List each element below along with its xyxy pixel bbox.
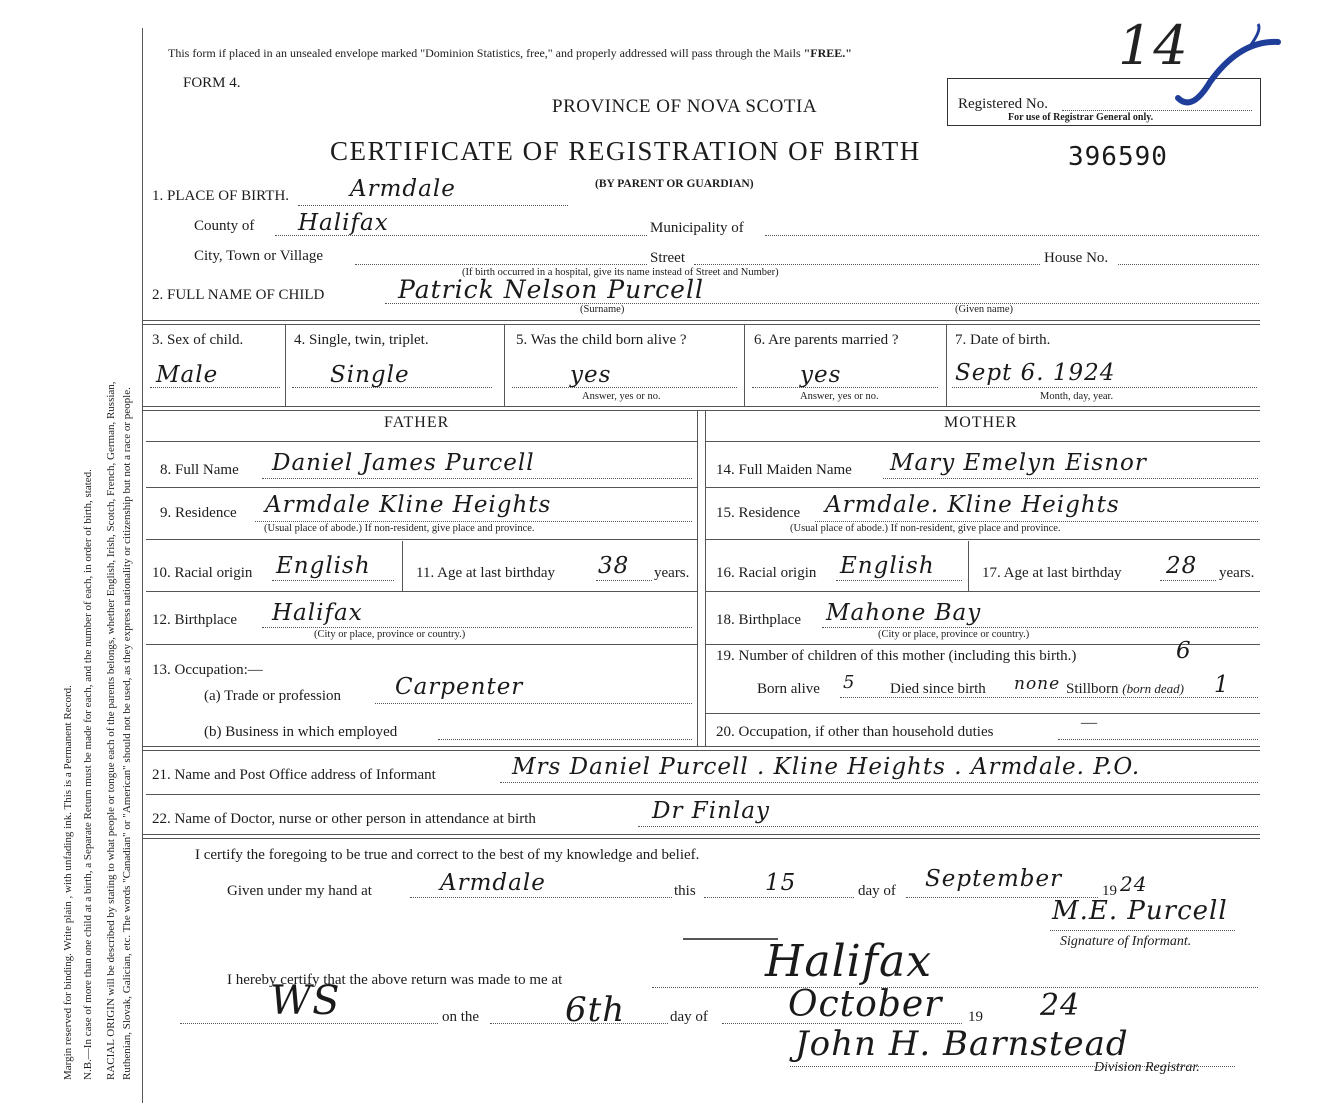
children-line [840, 697, 1258, 698]
sex-line [150, 387, 280, 388]
col-divider-c [744, 325, 745, 407]
division-registrar-label: Division Registrar. [1094, 1060, 1200, 1075]
mother-years-label: years. [1219, 565, 1255, 581]
mother-abode-note: (Usual place of abode.) If non-resident, give place and province. [790, 523, 1061, 534]
mother-occupation-label: 20. Occupation, if other than household duties [716, 724, 994, 740]
father-business-label: (b) Business in which employed [204, 724, 398, 740]
mother-place-note: (City or place, province or country.) [878, 629, 1030, 640]
father-rule-2 [146, 539, 697, 540]
mother-birthplace-value: Mahone Bay [826, 600, 982, 626]
signature-of-informant-label: Signature of Informant. [1060, 934, 1192, 949]
father-trade-line [375, 703, 692, 704]
given-name-note: (Given name) [955, 304, 1014, 315]
father-business-line [438, 739, 692, 740]
alive-line [512, 387, 737, 388]
registrar-day-value: 6th [565, 990, 626, 1030]
day-value: 15 [765, 870, 797, 896]
given-label: Given under my hand at [227, 883, 372, 899]
dob-note: Month, day, year. [1040, 391, 1114, 402]
on-the-label: on the [442, 1009, 480, 1025]
plurality-line [292, 387, 492, 388]
hospital-note: (If birth occurred in a hospital, give its name instead of Street and Number) [462, 267, 779, 278]
alive-label: 5. Was the child born alive ? [516, 332, 687, 348]
stillborn-value: 1 [1214, 672, 1230, 698]
col-divider-a [285, 325, 286, 407]
mother-racial-divider [968, 541, 969, 591]
mother-name-line [883, 478, 1258, 479]
father-racial-value: English [276, 553, 371, 579]
father-age-value: 38 [598, 553, 630, 579]
mother-name-label: 14. Full Maiden Name [716, 462, 852, 478]
left-border [142, 28, 143, 1103]
registrar-year-value: 24 [1040, 988, 1081, 1023]
surname-note: (Surname) [580, 304, 625, 315]
mother-occupation-line [1058, 739, 1258, 740]
mother-rule-1 [705, 487, 1260, 488]
mother-age-line [1160, 580, 1216, 581]
municipality-label: Municipality of [650, 220, 744, 236]
province-title: PROVINCE OF NOVA SCOTIA [552, 96, 818, 117]
informant-signature: M.E. Purcell [1052, 896, 1228, 926]
certificate-title: CERTIFICATE OF REGISTRATION OF BIRTH [330, 136, 921, 166]
father-residence-label: 9. Residence [160, 505, 237, 521]
married-answer-note: Answer, yes or no. [800, 391, 879, 402]
father-name-label: 8. Full Name [160, 462, 239, 478]
father-rule-4 [146, 644, 697, 645]
father-racial-divider [402, 541, 403, 591]
registrar-day-line [490, 1023, 668, 1024]
born-alive-label: Born alive [757, 681, 820, 697]
stillborn-note: (born dead) [1122, 681, 1185, 696]
father-birthplace-value: Halifax [272, 600, 363, 626]
place-line [298, 205, 568, 206]
father-age-label: 11. Age at last birthday [416, 565, 555, 581]
alive-value: yes [570, 362, 612, 388]
father-mother-divider [697, 410, 698, 746]
given-place-value: Armdale [440, 870, 546, 896]
mother-rule-5 [705, 713, 1260, 714]
father-age-line [596, 580, 652, 581]
father-mother-divider-2 [705, 410, 706, 746]
plurality-value: Single [330, 362, 410, 388]
registrar-year-prefix: 19 [968, 1009, 983, 1025]
this-label: this [674, 883, 696, 899]
registrar-initials-line [180, 1023, 438, 1024]
mother-residence-line [815, 521, 1258, 522]
sex-label: 3. Sex of child. [152, 332, 244, 348]
divider-1 [142, 320, 1260, 325]
mother-birthplace-line [822, 627, 1258, 628]
father-racial-label: 10. Racial origin [152, 565, 253, 581]
margin-note-racial-origin: RACIAL ORIGIN will be described by stating to what people or tongue each of the parents belongs, whether English, Irish, Scotch, French, German, Russian, [105, 381, 117, 1080]
form-number: FORM 4. [183, 75, 241, 91]
informant-rule [146, 794, 1260, 795]
registrar-initials: WS [270, 978, 341, 1024]
informant-signature-line [1050, 930, 1235, 931]
father-heading: FATHER [384, 414, 450, 431]
municipality-line [765, 235, 1259, 236]
married-value: yes [800, 362, 842, 388]
born-alive-value: 5 [843, 672, 856, 693]
father-residence-line [255, 521, 692, 522]
mother-rule-3 [705, 591, 1260, 592]
father-name-line [262, 478, 692, 479]
father-place-note: (City or place, province or country.) [314, 629, 466, 640]
children-count-value: 6 [1176, 638, 1192, 664]
registrar-day-of-label: day of [670, 1009, 708, 1025]
given-place-line [410, 897, 672, 898]
mother-age-label: 17. Age at last birthday [982, 565, 1122, 581]
registrar-note: For use of Registrar General only. [1008, 112, 1154, 123]
registration-number: 396590 [1068, 142, 1168, 172]
informant-label: 21. Name and Post Office address of Informant [152, 767, 436, 783]
father-trade-value: Carpenter [395, 674, 524, 700]
dob-line [952, 387, 1257, 388]
child-name-label: 2. FULL NAME OF CHILD [152, 287, 325, 303]
dob-value: Sept 6. 1924 [955, 360, 1116, 386]
margin-note-racial-origin-2: Ruthenian, Slovak, Galician, etc. The words "Canadian" or "American" should not be used, as they express nationality or citizenship but not a race or people. [121, 387, 133, 1080]
mother-racial-label: 16. Racial origin [716, 565, 817, 581]
mother-age-value: 28 [1166, 553, 1198, 579]
informant-line [500, 782, 1258, 783]
mother-rule-2 [705, 539, 1260, 540]
mother-name-value: Mary Emelyn Eisnor [890, 450, 1147, 476]
mother-heading: MOTHER [944, 414, 1018, 431]
died-since-birth-value: none [1014, 674, 1061, 694]
child-name-line [385, 303, 1259, 304]
doctor-value: Dr Finlay [652, 798, 770, 824]
mail-notice: This form if placed in an unsealed envelope marked "Dominion Statistics, free," and properly addressed will pass through the Mails "FREE." [168, 46, 852, 60]
city-label: City, Town or Village [194, 248, 324, 264]
doctor-line [638, 826, 1258, 827]
certificate-subtitle: (BY PARENT OR GUARDIAN) [595, 178, 754, 190]
stillborn-label [1066, 681, 1184, 698]
street-line [694, 264, 1040, 265]
day-of-label: day of [858, 883, 896, 899]
house-label: House No. [1044, 250, 1109, 266]
margin-note-binding: Margin reserved for binding. Write plain , with unfading ink. This is a Permanent Record. [62, 685, 74, 1080]
year-value: 24 [1120, 872, 1148, 896]
mother-birthplace-label: 18. Birthplace [716, 612, 801, 628]
registrar-place-line [652, 987, 1258, 988]
children-count-label: 19. Number of children of this mother (including this birth.) [716, 648, 1077, 664]
handwritten-fourteen: 14 [1118, 14, 1189, 77]
mother-occupation-value: — [1080, 712, 1099, 733]
father-residence-value: Armdale Kline Heights [265, 492, 552, 518]
margin-note-multiple-births: N.B.—In case of more than one child at a birth, a Separate Return must be made for each, and the number of each, in order of birth, stated. [82, 469, 94, 1080]
street-label: Street [650, 250, 685, 266]
died-since-birth-label: Died since birth [890, 681, 986, 697]
check-mark-icon [1170, 20, 1285, 115]
divider-3 [142, 746, 1260, 751]
place-of-birth-value: Armdale [350, 176, 456, 202]
mother-residence-label: 15. Residence [716, 505, 801, 521]
certify-statement: I certify the foregoing to be true and correct to the best of my knowledge and belief. [195, 847, 700, 863]
father-birthplace-label: 12. Birthplace [152, 612, 237, 628]
doctor-label: 22. Name of Doctor, nurse or other person in attendance at birth [152, 811, 536, 827]
registrar-month-value: October [788, 984, 943, 1025]
father-name-value: Daniel James Purcell [272, 450, 535, 476]
mother-heading-rule [705, 441, 1260, 442]
city-line [355, 264, 647, 265]
father-rule-3 [146, 591, 697, 592]
father-occupation-label: 13. Occupation:— [152, 662, 263, 678]
house-line [1118, 264, 1259, 265]
mother-racial-line [836, 580, 962, 581]
married-line [752, 387, 938, 388]
informant-value: Mrs Daniel Purcell . Kline Heights . Armdale. P.O. [512, 754, 1141, 780]
dob-label: 7. Date of birth. [955, 332, 1051, 348]
mother-residence-value: Armdale. Kline Heights [825, 492, 1120, 518]
short-separator [683, 938, 778, 940]
registered-label: Registered No. [958, 96, 1048, 112]
father-racial-line [272, 580, 394, 581]
father-trade-label: (a) Trade or profession [204, 688, 342, 704]
mother-racial-value: English [840, 553, 935, 579]
sex-value: Male [156, 362, 219, 388]
father-abode-note: (Usual place of abode.) If non-resident, give place and province. [264, 523, 535, 534]
month-value: September [925, 866, 1063, 892]
divider-2 [142, 406, 1260, 411]
col-divider-b [504, 325, 505, 407]
registrar-signature: John H. Barnstead [795, 1024, 1129, 1064]
plurality-label: 4. Single, twin, triplet. [294, 332, 429, 348]
father-birthplace-line [262, 627, 692, 628]
county-line [275, 235, 647, 236]
col-divider-d [946, 325, 947, 407]
father-years-label: years. [654, 565, 690, 581]
father-rule-1 [146, 487, 697, 488]
county-label: County of [194, 218, 255, 234]
father-heading-rule [146, 441, 697, 442]
place-of-birth-label: 1. PLACE OF BIRTH. [152, 188, 290, 204]
registrar-certify: I hereby certify that the above return was made to me at [227, 972, 563, 988]
day-line [704, 897, 854, 898]
married-label: 6. Are parents married ? [754, 332, 899, 348]
registrar-place-value: Halifax [765, 936, 933, 987]
county-value: Halifax [298, 210, 389, 236]
divider-4 [142, 834, 1260, 839]
alive-answer-note: Answer, yes or no. [582, 391, 661, 402]
year-prefix: 19 [1102, 883, 1117, 899]
child-name-value: Patrick Nelson Purcell [398, 275, 704, 304]
stillborn-text: Stillborn [1066, 681, 1119, 697]
